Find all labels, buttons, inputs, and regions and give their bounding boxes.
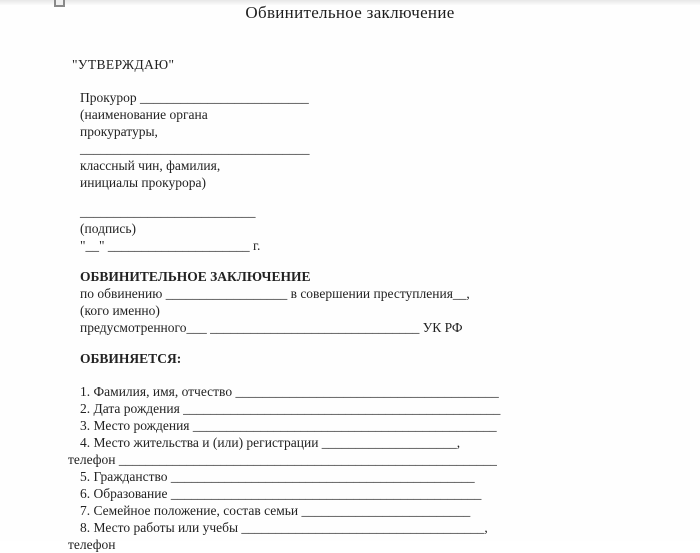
prosecutor-blank-line: Прокурор _________________________ [80,90,309,105]
field-family-status: 7. Семейное положение, состав семьи _________________________ [80,503,471,518]
signature-blank-line: __________________________ [80,204,256,219]
prosecutor-extra-blank-line: __________________________________ [80,141,310,156]
rank-name-note-2: инициалы прокурора) [80,175,206,190]
field-birth-place: 3. Место рождения _____________________________________________ [80,418,497,433]
field-birth-date: 2. Дата рождения _______________________________________________ [80,401,501,416]
field-work-phone: телефон [68,537,116,552]
org-name-note-2: прокуратуры, [80,124,158,139]
approve-stamp-label: "УТВЕРЖДАЮ" [72,57,175,72]
rank-name-note-1: классный чин, фамилия, [80,158,221,173]
document-title: Обвинительное заключение [245,3,455,22]
document-body [68,56,640,553]
field-residence: 4. Место жительства и (или) регистрации ____________________, [80,435,461,450]
accusation-line: по обвинению __________________ в совершении преступления__, [80,286,470,301]
field-citizenship: 5. Гражданство _____________________________________________ [80,469,475,484]
indictment-heading: ОБВИНИТЕЛЬНОЕ ЗАКЛЮЧЕНИЕ [80,269,311,284]
field-education: 6. Образование ______________________________________________ [80,486,482,501]
org-name-note-1: (наименование органа [80,107,208,122]
field-residence-phone: телефон ________________________________________________________ [68,452,497,467]
field-work-place: 8. Место работы или учебы ____________________________________, [80,520,488,535]
accused-name-note: (кого именно) [80,303,160,318]
criminal-code-article-line: предусмотренного___ _______________________________ УК РФ [80,320,463,335]
accused-heading: ОБВИНЯЕТСЯ: [80,351,182,366]
field-full-name: 1. Фамилия, имя, отчество _______________________________________ [80,384,499,399]
signature-date-line: "__" _____________________ г. [80,238,261,253]
signature-note: (подпись) [80,221,137,236]
